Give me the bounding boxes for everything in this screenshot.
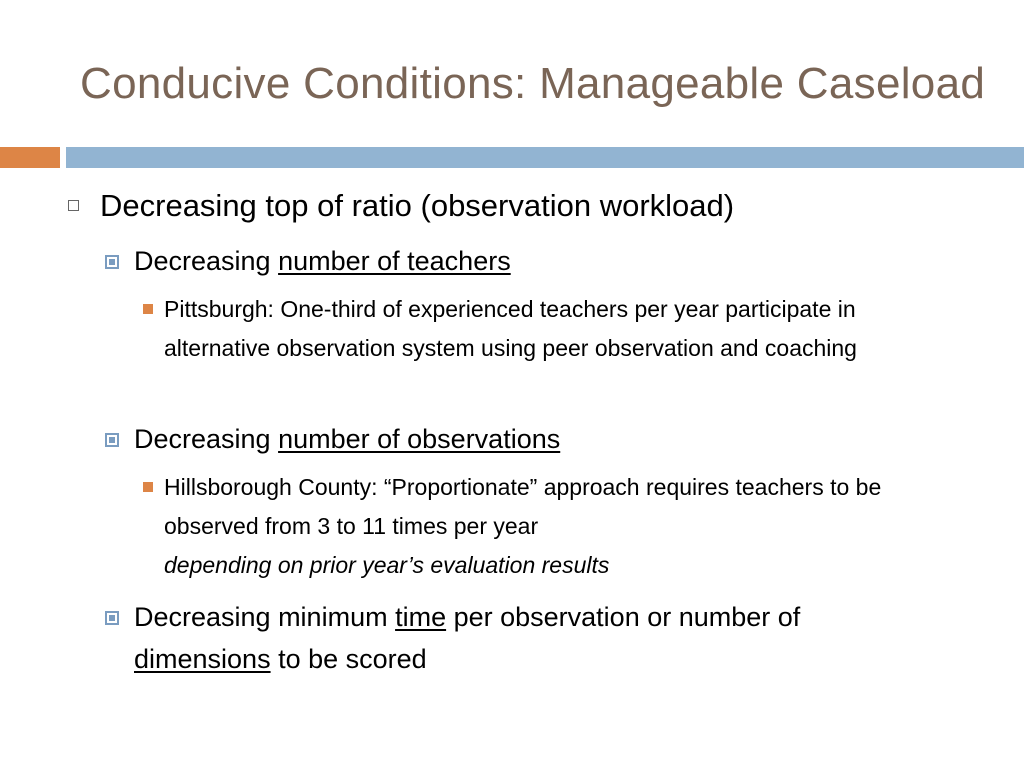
hollow-square-icon: [68, 200, 79, 211]
boxed-square-icon: [105, 611, 119, 625]
bullet-text: Decreasing top of ratio (observation workload): [100, 188, 735, 223]
bullet-text-prefix: Decreasing minimum: [134, 602, 396, 632]
bullet-text-suffix: to be scored: [270, 644, 427, 674]
bullet-text-middle: per observation or number of: [446, 602, 801, 632]
boxed-square-icon: [105, 255, 119, 269]
bullet-text-prefix: Decreasing: [134, 246, 279, 276]
filled-square-icon: [143, 482, 153, 492]
boxed-square-icon: [105, 433, 119, 447]
bullet-text-underlined: number of teachers: [278, 246, 511, 276]
bullet-text-prefix: Decreasing: [134, 424, 279, 454]
slide-title: Conducive Conditions: Manageable Caseload: [80, 59, 986, 108]
bullet-text-underlined-dimensions: dimensions: [134, 644, 271, 674]
filled-square-icon: [143, 304, 153, 314]
bullet-observation-workload: [100, 186, 1000, 226]
bullet-number-of-teachers: [134, 240, 994, 282]
bullet-text: Hillsborough County: “Proportionate” approach requires teachers to be observed from 3 to 11 times per year: [164, 474, 882, 539]
bullet-text-underlined-time: time: [395, 602, 447, 632]
bullet-minimum-time: [134, 596, 994, 680]
bullet-number-of-observations: [134, 418, 994, 460]
bullet-hillsborough: [164, 468, 924, 585]
bullet-text-italic: depending on prior year’s evaluation results: [164, 552, 610, 578]
bullet-text: Pittsburgh: One-third of experienced teachers per year participate in alternative observation system using peer observation and coaching: [164, 296, 857, 361]
bullet-pittsburgh: [164, 290, 924, 368]
bullet-text-underlined: number of observations: [278, 424, 561, 454]
